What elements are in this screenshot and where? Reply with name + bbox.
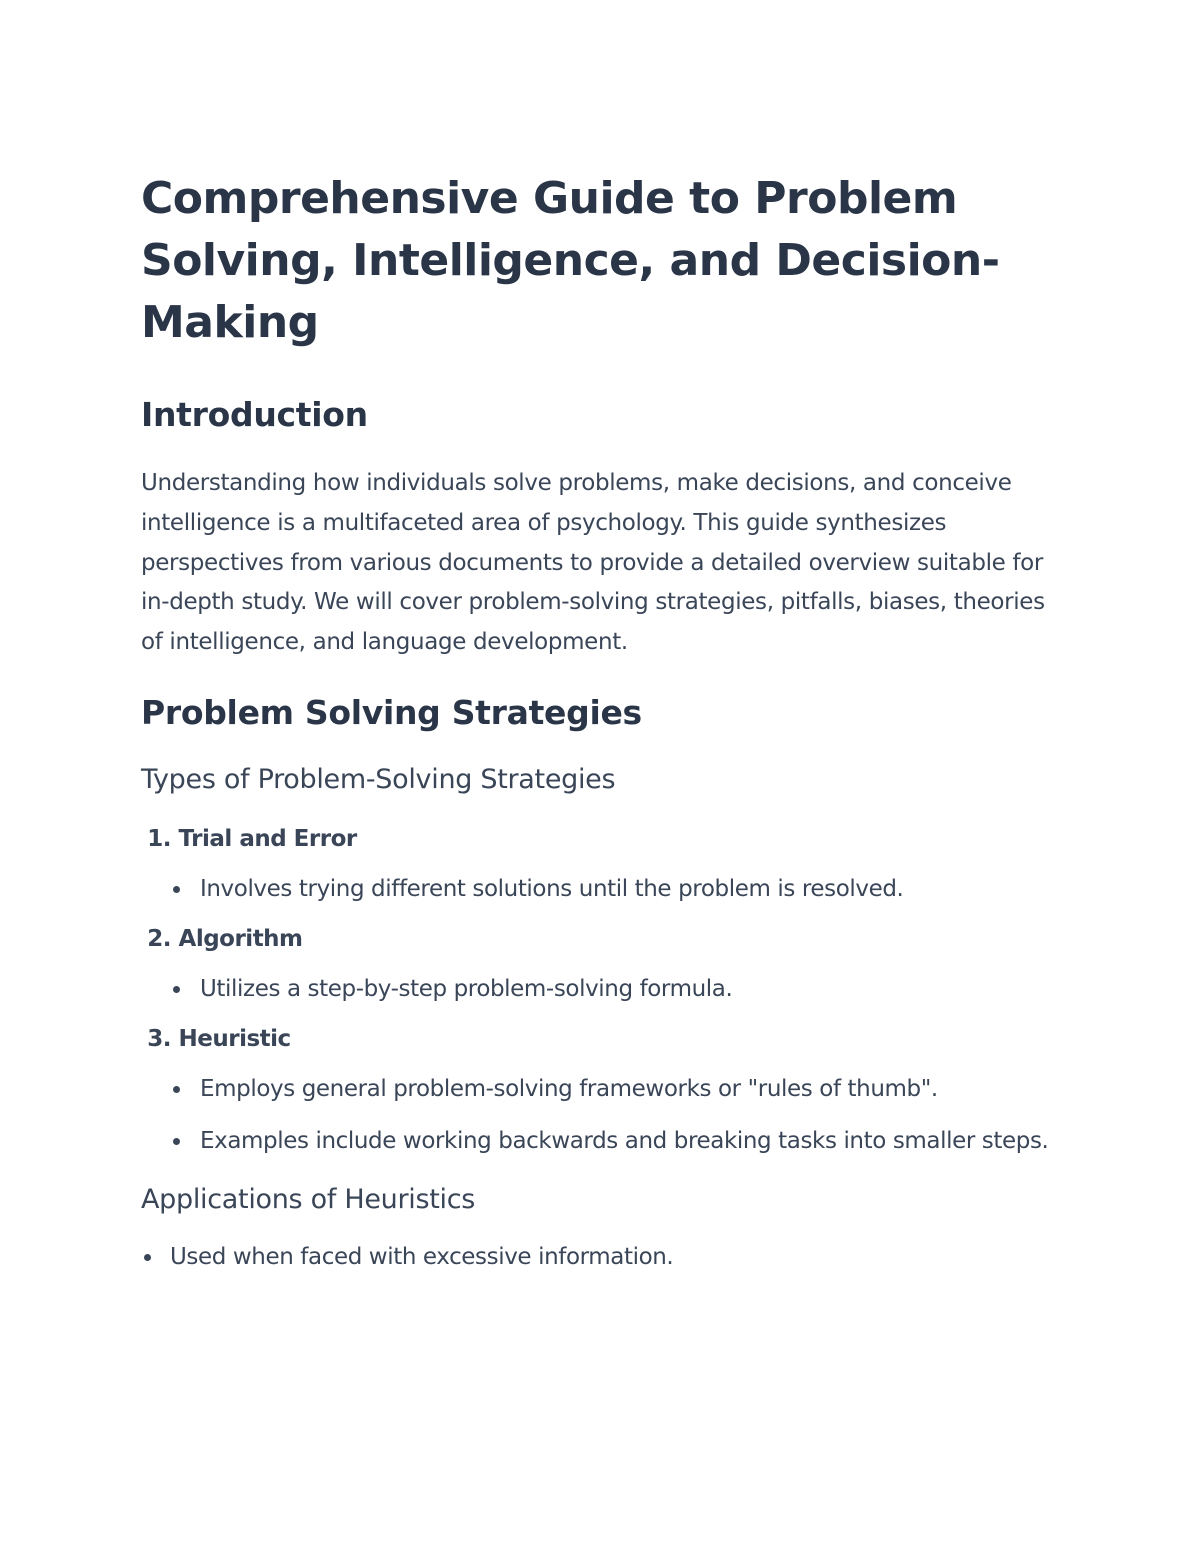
applications-heading: Applications of Heuristics bbox=[141, 1184, 476, 1216]
strategy-points bbox=[141, 870, 1061, 910]
list-item bbox=[141, 1024, 1061, 1163]
strategies-heading: Problem Solving Strategies bbox=[141, 692, 642, 732]
list-number: 3. bbox=[147, 1025, 171, 1052]
bullet-icon bbox=[173, 1086, 180, 1093]
strategy-title-text: Trial and Error bbox=[178, 825, 357, 852]
strategy-title-text: Algorithm bbox=[178, 925, 303, 952]
strategy-title bbox=[141, 924, 1061, 954]
introduction-paragraph: Understanding how individuals solve problems, make decisions, and conceive intelligence is a multifaceted area of psychology. This guide synthesizes perspectives from various documents to provide a detailed overview suitable for in-depth study. We will cover problem-solving strategies, pitfalls, biases, theories of intelligence, and language development. bbox=[141, 470, 1045, 656]
point-text: Employs general problem-solving frameworks or "rules of thumb". bbox=[200, 1075, 938, 1102]
list-item bbox=[141, 1070, 1061, 1110]
list-item bbox=[141, 1238, 1061, 1278]
list-number: 1. bbox=[147, 825, 171, 852]
list-number: 2. bbox=[147, 925, 171, 952]
strategy-title-text: Heuristic bbox=[178, 1025, 291, 1052]
strategy-points bbox=[141, 970, 1061, 1010]
document-title: Comprehensive Guide to Problem Solving, Intelligence, and Decision-Making bbox=[141, 173, 1000, 348]
introduction-heading: Introduction bbox=[141, 395, 368, 434]
point-text: Used when faced with excessive information. bbox=[170, 1244, 674, 1271]
bullet-icon bbox=[173, 886, 180, 893]
list-item bbox=[141, 970, 1061, 1010]
strategy-types-heading: Types of Problem-Solving Strategies bbox=[141, 763, 616, 795]
document-page bbox=[141, 168, 1061, 1278]
strategy-title bbox=[141, 824, 1061, 854]
list-item bbox=[141, 1122, 1061, 1162]
applications-list bbox=[141, 1238, 1061, 1278]
point-text: Utilizes a step-by-step problem-solving formula. bbox=[200, 975, 733, 1002]
list-item bbox=[141, 870, 1061, 910]
list-item bbox=[141, 824, 1061, 924]
bullet-icon bbox=[144, 1254, 151, 1261]
strategy-title bbox=[141, 1024, 1061, 1054]
strategy-points bbox=[141, 1070, 1061, 1163]
bullet-icon bbox=[173, 1138, 180, 1145]
point-text: Involves trying different solutions until the problem is resolved. bbox=[200, 875, 904, 902]
list-item bbox=[141, 924, 1061, 1024]
bullet-icon bbox=[173, 986, 180, 993]
strategy-types-list bbox=[141, 824, 1061, 1162]
point-text: Examples include working backwards and breaking tasks into smaller steps. bbox=[200, 1128, 1049, 1155]
